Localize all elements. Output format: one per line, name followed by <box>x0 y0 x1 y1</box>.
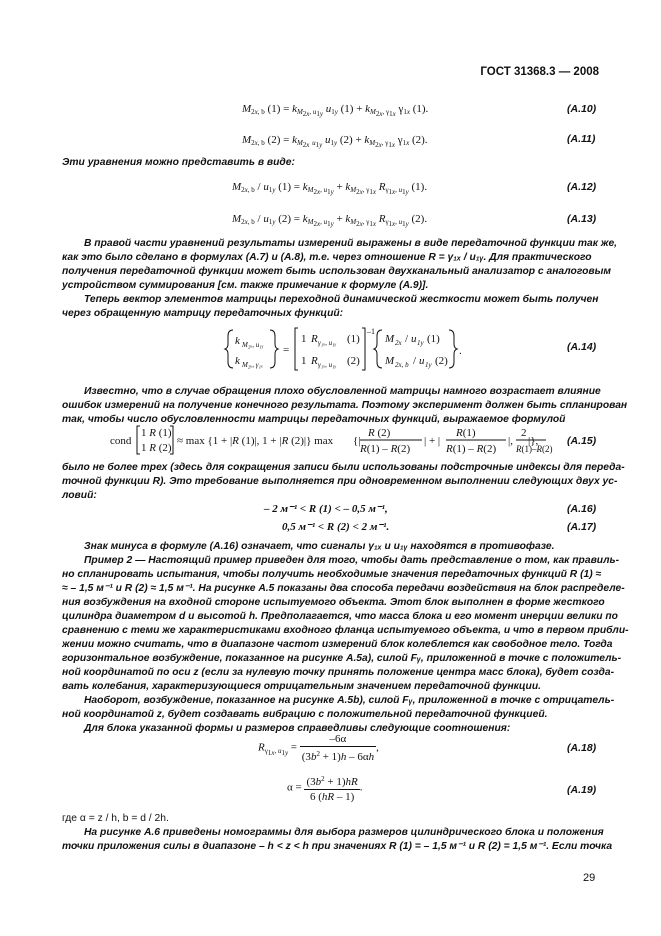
equation-number-a17: (A.17) <box>567 521 597 533</box>
paragraph-line: ной координатой z, будет создавать вибрацию с положительной передаточной функцией. <box>62 709 548 720</box>
svg-text:1: 1 <box>301 355 307 367</box>
paragraph-line: так, чтобы число обусловленности матрицы передаточных функций, выражаемое формулой <box>62 414 566 425</box>
svg-text:1 R (2): 1 R (2) <box>141 442 172 454</box>
svg-text:1y: 1y <box>417 339 424 347</box>
equation-number-a18: (A.18) <box>567 742 597 754</box>
svg-text:u: u <box>411 333 417 345</box>
paragraph-line: вать колебания, характеризующиеся отрицательным значением передаточной функции. <box>62 681 541 692</box>
svg-text:|,: |, <box>508 435 513 447</box>
svg-text:R(1)–R(2): R(1)–R(2) <box>516 444 553 454</box>
svg-text:u: u <box>419 355 425 367</box>
svg-text:1y: 1y <box>425 361 432 369</box>
svg-text:R(1) – R(2): R(1) – R(2) <box>360 443 411 455</box>
paragraph-line: горизонтальное возбуждение, показанное на рисунке А.5а), силой Fᵧ, приложенной в точке с положитель- <box>62 653 622 664</box>
equation-a12: $M_{2x, b} / u_{1y}$ $(1) = k_{M_{2x}, u_{1y}} + k_{M_{2x}, \gamma_{1x}}$ $R_{\gamma_{1x}, u_{1y}}$ (1). <box>232 181 428 196</box>
paragraph-line: В правой части уравнений результаты измерений выражены в виде передаточной функции так же, <box>84 238 618 249</box>
paragraph-line: Известно, что в случае обращения плохо обусловленной матрицы намного возрастает влияние <box>84 386 601 397</box>
equation-number-a11: (A.11) <box>567 133 596 145</box>
paragraph-line: ошибок измерений на получение конечного результата. Поэтому эксперимент должен быть спланирован <box>62 400 628 411</box>
svg-text:k: k <box>235 335 240 347</box>
document-header: ГОСТ 31368.3 — 2008 <box>480 66 599 78</box>
paragraph-line: получения передаточной функции может быть использован двухканальный анализатор с аналоговым <box>62 266 612 277</box>
svg-text:M₂ₓ, γ₁ₓ: M₂ₓ, γ₁ₓ <box>242 361 263 369</box>
svg-text:/: / <box>405 333 409 345</box>
paragraph-line: точки приложения силы в диапазоне – h < z < h при значениях R (1) = – 1,5 м⁻¹ и R (2) = 1,5 м⁻¹. Если точка <box>62 841 613 852</box>
svg-text:2x, b: 2x, b <box>395 361 409 369</box>
equation-number-a13: (A.13) <box>567 213 597 225</box>
paragraph-line: На рисунке А.6 приведены номограммы для выбора размеров цилиндрического блока и положения <box>84 827 604 838</box>
svg-text:2x: 2x <box>395 339 402 347</box>
equation-a16: – 2 м⁻¹ < R (1) < – 0,5 м⁻¹, <box>264 503 388 515</box>
svg-text:γ₁ₓ, u₁ᵧ: γ₁ₓ, u₁ᵧ <box>318 339 337 347</box>
paragraph: Эти уравнения можно представить в виде: <box>62 157 295 168</box>
equation-number-a10: (A.10) <box>567 103 597 115</box>
paragraph-line: Пример 2 — Настоящий пример приведен для того, чтобы дать представление о том, как правиль- <box>84 555 620 566</box>
svg-text:γ₁ₓ, u₁ᵧ: γ₁ₓ, u₁ᵧ <box>318 361 337 369</box>
equation-a18: $R_{\gamma_{1x}, u_{1y}}$ = $\frac{-6\alpha}{(3b^2 + 1)h - 6\alpha h}$ , <box>258 733 379 763</box>
svg-text:{|: {| <box>353 435 361 447</box>
svg-text:R: R <box>311 333 318 345</box>
svg-text:cond: cond <box>110 435 132 447</box>
svg-text:=: = <box>283 344 290 356</box>
paragraph-line: Наоборот, возбуждение, показанное на рисунке А.5b), силой Fᵧ, приложенной в точке с отрицатель- <box>84 695 615 706</box>
equation-number-a15: (A.15) <box>567 435 597 447</box>
paragraph-line: как это было сделано в формулах (А.7) и (А.8), т.е. через отношение R = γ₁ₓ / u₁ᵧ. Для практического <box>62 252 592 263</box>
equation-a14 <box>225 326 555 374</box>
svg-text:/: / <box>413 355 417 367</box>
paragraph-line: Знак минуса в формуле (А.16) означает, что сигналы γ₁ₓ и u₁ᵧ находятся в противофазе. <box>84 541 555 552</box>
equation-a11: $M_{2x, b}$ $(2) = k_{M_{2x}}$ $_{u_{1y}}$ $u_{1y}$ $(2) + k_{M_{2x}, \gamma_{1x}}$ $\gamma_{1x}$ (2). <box>242 134 428 149</box>
paragraph-line: ния возбуждения на входной стороне испытуемого объекта. Этот блок выполнен в форме жесткого <box>62 597 605 608</box>
paragraph-line: Теперь вектор элементов матрицы переходной динамической жесткости может быть получен <box>84 294 599 305</box>
paragraph-line: через обращенную матрицу передаточных функций: <box>62 308 344 319</box>
paragraph-line: ловий: <box>62 490 97 501</box>
paragraph-line: сравнению с теми же характеристиками входного фланца испытуемого объекта, и что в первом прибли- <box>62 625 629 636</box>
equation-number-a19: (A.19) <box>567 784 597 796</box>
equation-number-a12: (A.12) <box>567 181 597 193</box>
equation-a10: $M_{2x, b}$ $(1) = k_{M_{2x}, u_{1y}}$ $u_{1y}$ $(1) + k_{M_{2x}, \gamma_{1x}}$ $\gamma_{1x}$ (1). <box>242 103 429 118</box>
paragraph-line: жении можно считать, что в диапазоне частот измерений блок колеблется как свободное тело. Тогда <box>62 639 613 650</box>
svg-text:(1): (1) <box>347 333 360 345</box>
equation-a13: $M_{2x, b} / u_{1y}$ $(2) = k_{M_{2x}, u_{1y}} + k_{M_{2x}, \gamma_{1x}}$ $R_{\gamma_{1x}, u_{1y}}$ (2). <box>232 213 428 228</box>
svg-text:2: 2 <box>521 427 527 439</box>
equation-a15 <box>110 422 553 458</box>
paragraph-line: цилиндра диаметром d и высотой h. Предполагается, что масса блока и его момент инерции велики по <box>62 611 618 622</box>
paragraph-line: устройством суммирования [см. также примечание к формуле (А.9)]. <box>62 280 429 291</box>
svg-text:R(1): R(1) <box>456 427 476 439</box>
svg-text:(1): (1) <box>427 333 440 345</box>
svg-text:R (2): R (2) <box>368 427 391 439</box>
equation-a19: α = $\frac{(3b^2 + 1)hR}{6 (hR - 1)}$ . <box>287 772 363 804</box>
svg-text:M: M <box>385 355 395 367</box>
svg-text:1: 1 <box>301 333 307 345</box>
svg-text:R: R <box>311 355 318 367</box>
equation-number-a14: (A.14) <box>567 341 597 353</box>
svg-text:–1: –1 <box>367 327 375 336</box>
equation-a17: 0,5 м⁻¹ < R (2) < 2 м⁻¹. <box>282 521 390 533</box>
paragraph-line: Для блока указанной формы и размеров справедливы следующие соотношения: <box>84 723 511 734</box>
svg-text:≈ max {1 + |R (1)|, 1 + |R (2): ≈ max {1 + |R (1)|, 1 + |R (2)|} max <box>177 435 334 447</box>
paragraph-line: где α = z / h, b = d / 2h. <box>62 813 169 824</box>
paragraph-line: но спланировать испытания, чтобы получить необходимые значения передаточных функций R (1) ≈ <box>62 569 602 580</box>
equation-a15-end: |}, <box>528 435 539 447</box>
paragraph-line: ной координатой по оси z (если за нулевую точку принять положение центра масс блока), будет созда- <box>62 667 615 678</box>
paragraph-line: было не более трех (здесь для сокращения записи были использованы подстрочные индексы для переда- <box>62 462 625 473</box>
svg-text:1 R (1): 1 R (1) <box>141 427 172 439</box>
svg-text:k: k <box>235 355 240 367</box>
svg-text:M₂ₓ, u₁ᵧ: M₂ₓ, u₁ᵧ <box>242 341 264 349</box>
equation-number-a16: (A.16) <box>567 503 597 515</box>
paragraph-line: точной функции R). Это требование выполняется при одновременном выполнении следующих двух ус- <box>62 476 618 487</box>
paragraph-line: ≈ – 1,5 м⁻¹ и R (2) ≈ 1,5 м⁻¹. На рисунке А.5 показаны два способа передачи воздействия на блок распределе- <box>62 583 625 594</box>
svg-text:(2): (2) <box>347 355 360 367</box>
svg-text:.: . <box>459 345 462 357</box>
svg-text:(2): (2) <box>435 355 448 367</box>
page-number: 29 <box>583 872 596 884</box>
svg-text:R(1) – R(2): R(1) – R(2) <box>446 443 497 455</box>
svg-text:| + |: | + | <box>424 435 441 447</box>
svg-text:M: M <box>385 333 395 345</box>
